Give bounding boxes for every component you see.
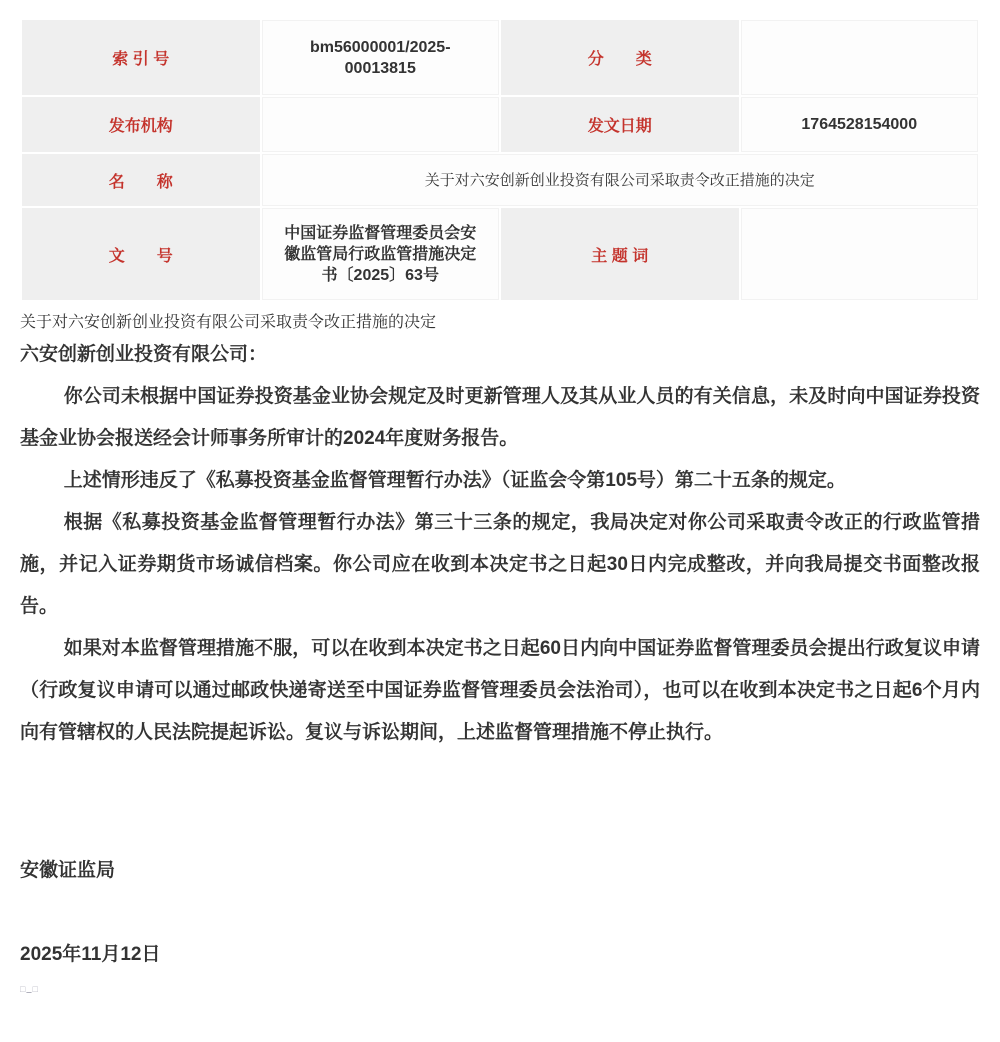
issue-date-value: 1764528154000 (741, 97, 979, 152)
category-label: 分 类 (501, 20, 739, 95)
table-row (22, 97, 978, 152)
issuing-authority-signature: 安徽证监局 (20, 860, 116, 881)
issuer-value (262, 97, 500, 152)
table-row (22, 20, 978, 95)
footer-placeholder-link[interactable] (20, 984, 39, 994)
body-paragraph: 你公司未根据中国证券投资基金业协会规定及时更新管理人及其从业人员的有关信息，未及时向中国证券投资基金业协会报送经会计师事务所审计的2024年度财务报告。 (20, 386, 980, 449)
subject-words-value (741, 208, 979, 300)
salutation: 六安创新创业投资有限公司： (20, 344, 268, 365)
document-date: 2025年11月12日 (20, 944, 161, 965)
body-paragraph: 如果对本监督管理措施不服，可以在收到本决定书之日起60日内向中国证券监督管理委员会提出行政复议申请（行政复议申请可以通过邮政快递寄送至中国证券监督管理委员会法治司），也可以在收到本决定书之日起6个月内向有管辖权的人民法院提起诉讼。复议与诉讼期间，上述监督管理措施不停止执行。 (20, 638, 980, 743)
index-number-label: 索 引 号 (22, 20, 260, 95)
underscore-glyph: _ (26, 984, 33, 994)
table-row (22, 154, 978, 206)
name-label: 名 称 (22, 154, 260, 206)
doc-number-value: 中国证券监督管理委员会安徽监管局行政监管措施决定书〔2025〕63号 (262, 208, 500, 300)
index-number-value: bm56000001/2025-00013815 (262, 20, 500, 95)
table-row (22, 208, 978, 300)
name-value: 关于对六安创新创业投资有限公司采取责令改正措施的决定 (262, 154, 979, 206)
body-paragraph: 上述情形违反了《私募投资基金监督管理暂行办法》（证监会令第105号）第二十五条的规定。 (63, 470, 846, 491)
metadata-table (20, 18, 980, 302)
document-title: 关于对六安创新创业投资有限公司采取责令改正措施的决定 (20, 314, 437, 331)
missing-glyph-box: □ (32, 984, 39, 994)
doc-number-label: 文 号 (22, 208, 260, 300)
missing-glyph-box: □ (20, 984, 27, 994)
subject-words-label: 主 题 词 (501, 208, 739, 300)
issue-date-label: 发文日期 (501, 97, 739, 152)
issuer-label: 发布机构 (22, 97, 260, 152)
body-paragraph: 根据《私募投资基金监督管理暂行办法》第三十三条的规定，我局决定对你公司采取责令改正的行政监管措施，并记入证券期货市场诚信档案。你公司应在收到本决定书之日起30日内完成整改，并向我局提交书面整改报告。 (20, 512, 980, 617)
category-value (741, 20, 979, 95)
